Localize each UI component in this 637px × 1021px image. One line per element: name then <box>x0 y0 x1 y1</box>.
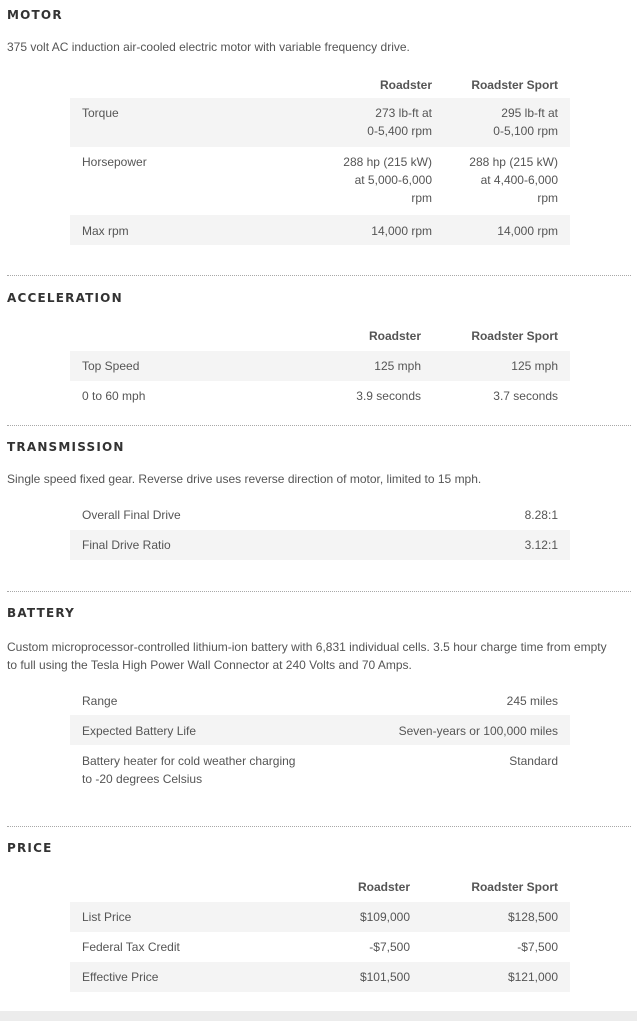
table-row <box>70 962 570 992</box>
roadster-value: 273 lb-ft at 0-5,400 rpm <box>367 106 432 138</box>
table-row <box>70 215 570 245</box>
footer-bar <box>0 1011 637 1021</box>
row-label: Expected Battery Life <box>82 724 197 738</box>
transmission-spec-table <box>70 500 570 560</box>
row-label: List Price <box>82 910 132 924</box>
roadster-value: 14,000 rpm <box>371 224 432 238</box>
section-divider <box>7 826 631 827</box>
row-label: Effective Price <box>82 970 159 984</box>
roadster-value: -$7,500 <box>369 940 410 954</box>
table-header-row <box>70 324 570 351</box>
motor-heading: MOTOR <box>7 8 63 22</box>
transmission-description: Single speed fixed gear. Reverse drive uses reverse direction of motor, limited to 15 mph. <box>7 472 482 486</box>
row-label: Max rpm <box>82 224 129 238</box>
roadster-value: 125 mph <box>374 359 421 373</box>
price-heading: PRICE <box>7 841 53 855</box>
row-value: 245 miles <box>506 694 558 708</box>
row-label: Horsepower <box>82 155 147 169</box>
roadster-value: 3.9 seconds <box>356 389 421 403</box>
row-value: 3.12:1 <box>524 538 558 552</box>
table-row <box>70 147 570 215</box>
battery-heading: BATTERY <box>7 606 76 620</box>
acceleration-heading: ACCELERATION <box>7 291 123 305</box>
roadster-value: 288 hp (215 kW) at 5,000-6,000 rpm <box>343 155 432 205</box>
motor-spec-table <box>70 72 570 245</box>
row-label: Battery heater for cold weather charging to -20 degrees Celsius <box>82 754 296 786</box>
section-divider <box>7 425 631 426</box>
row-label: Federal Tax Credit <box>82 940 180 954</box>
row-label: 0 to 60 mph <box>82 389 146 403</box>
roadster-value: $109,000 <box>359 910 410 924</box>
table-row <box>70 902 570 932</box>
price-spec-table <box>70 875 570 992</box>
roadster-sport-value: -$7,500 <box>517 940 558 954</box>
table-row <box>70 381 570 411</box>
row-label: Final Drive Ratio <box>82 538 171 552</box>
column-header-roadster-sport: Roadster Sport <box>471 329 558 343</box>
roadster-sport-value: $128,500 <box>507 910 558 924</box>
section-divider <box>7 275 631 276</box>
table-row <box>70 745 570 795</box>
motor-description: 375 volt AC induction air-cooled electric motor with variable frequency drive. <box>7 40 410 54</box>
transmission-heading: TRANSMISSION <box>7 440 125 454</box>
table-row <box>70 351 570 381</box>
roadster-value: $101,500 <box>359 970 410 984</box>
section-divider <box>7 591 631 592</box>
roadster-sport-value: 125 mph <box>511 359 558 373</box>
roadster-sport-value: 295 lb-ft at 0-5,100 rpm <box>493 106 558 138</box>
roadster-sport-value: $121,000 <box>507 970 558 984</box>
table-header-row <box>70 72 570 98</box>
row-value: Standard <box>509 754 558 768</box>
table-row <box>70 500 570 530</box>
table-row <box>70 98 570 147</box>
roadster-sport-value: 3.7 seconds <box>493 389 558 403</box>
row-label: Overall Final Drive <box>82 508 181 522</box>
table-row <box>70 715 570 745</box>
roadster-sport-value: 288 hp (215 kW) at 4,400-6,000 rpm <box>469 155 558 205</box>
column-header-roadster: Roadster <box>357 880 410 894</box>
row-label: Top Speed <box>82 359 140 373</box>
column-header-roadster-sport: Roadster Sport <box>471 78 558 92</box>
table-header-row <box>70 875 570 902</box>
battery-spec-table <box>70 685 570 795</box>
battery-description: Custom microprocessor-controlled lithium-ion battery with 6,831 individual cells. 3.5 hour charge time from empty to full using the Tesla High Power Wall Connector at 240 Volts and 70 Amps. <box>7 640 607 672</box>
row-label: Range <box>82 694 118 708</box>
column-header-roadster-sport: Roadster Sport <box>471 880 558 894</box>
column-header-roadster: Roadster <box>368 329 421 343</box>
row-label: Torque <box>82 106 119 120</box>
table-row <box>70 932 570 962</box>
table-row <box>70 685 570 715</box>
column-header-roadster: Roadster <box>379 78 432 92</box>
row-value: Seven-years or 100,000 miles <box>398 724 558 738</box>
row-value: 8.28:1 <box>524 508 558 522</box>
acceleration-spec-table <box>70 324 570 411</box>
table-row <box>70 530 570 560</box>
roadster-sport-value: 14,000 rpm <box>497 224 558 238</box>
